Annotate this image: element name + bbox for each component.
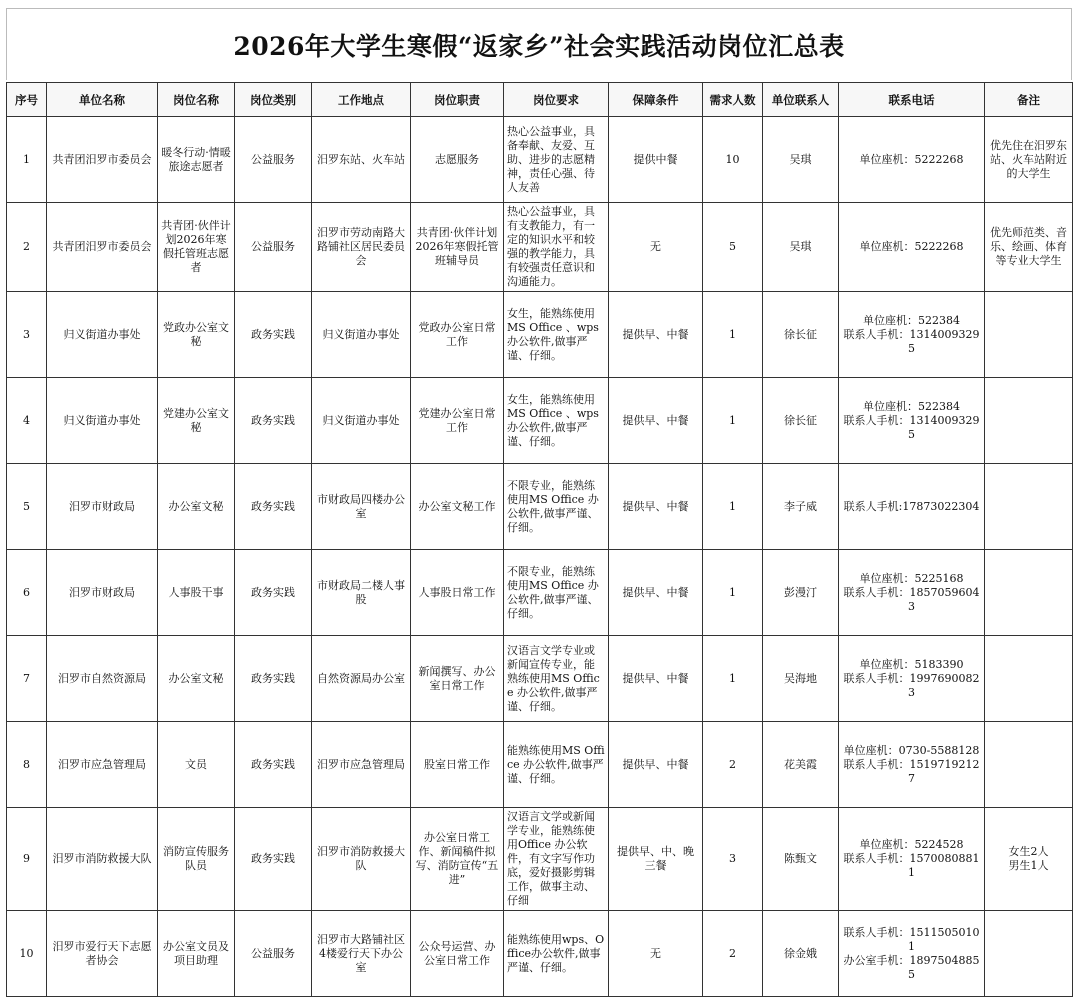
- table-row: [7, 292, 1073, 378]
- cell-cond: 提供早、中餐: [609, 636, 703, 722]
- table-body: [7, 117, 1073, 997]
- cell-unit: 共青团汨罗市委员会: [47, 203, 158, 292]
- cell-post: 共青团·伙伴计划2026年寒假托管班志愿者: [158, 203, 235, 292]
- cell-contact: 徐金娥: [763, 911, 839, 997]
- cell-seq: 2: [7, 203, 47, 292]
- cell-duty: 党政办公室日常工作: [411, 292, 504, 378]
- table-row: [7, 203, 1073, 292]
- page-title: 2026年大学生寒假“返家乡”社会实践活动岗位汇总表: [6, 8, 1072, 80]
- cell-seq: 7: [7, 636, 47, 722]
- cell-post: 人事股干事: [158, 550, 235, 636]
- cell-note: 优先师范类、音乐、绘画、体育等专业大学生: [985, 203, 1073, 292]
- cell-duty: 新闻撰写、办公室日常工作: [411, 636, 504, 722]
- cell-phone: 联系人手机：15115050101 办公室手机：18975048855: [839, 911, 985, 997]
- cell-type: 政务实践: [235, 292, 312, 378]
- positions-table: [6, 82, 1073, 997]
- cell-contact: 吴海地: [763, 636, 839, 722]
- cell-note: [985, 378, 1073, 464]
- header-note: 备注: [985, 83, 1073, 117]
- cell-req: 不限专业，能熟练使用MS Office 办公软件,做事严谨、仔细。: [504, 464, 609, 550]
- cell-duty: 志愿服务: [411, 117, 504, 203]
- cell-post: 办公室文秘: [158, 464, 235, 550]
- cell-duty: 党建办公室日常工作: [411, 378, 504, 464]
- table-row: [7, 722, 1073, 808]
- cell-num: 1: [703, 292, 763, 378]
- cell-unit: 汨罗市财政局: [47, 550, 158, 636]
- cell-cond: 提供早、中餐: [609, 464, 703, 550]
- header-place: 工作地点: [312, 83, 411, 117]
- cell-phone: 单位座机：522384 联系人手机：13140093295: [839, 378, 985, 464]
- cell-duty: 人事股日常工作: [411, 550, 504, 636]
- cell-place: 汨罗市应急管理局: [312, 722, 411, 808]
- header-req: 岗位要求: [504, 83, 609, 117]
- cell-req: 汉语言文学或新闻学专业，能熟练使用Office 办公软件，有文字写作功底，爱好摄影剪辑工作，做事主动、仔细: [504, 808, 609, 911]
- cell-phone: 单位座机：5222268: [839, 117, 985, 203]
- cell-contact: 陈甄文: [763, 808, 839, 911]
- table-row: [7, 808, 1073, 911]
- cell-post: 党建办公室文秘: [158, 378, 235, 464]
- header-row: [7, 83, 1073, 117]
- cell-phone: 单位座机：5183390 联系人手机：19976900823: [839, 636, 985, 722]
- cell-phone: 单位座机：0730-5588128 联系人手机：15197192127: [839, 722, 985, 808]
- cell-cond: 提供早、中餐: [609, 550, 703, 636]
- cell-unit: 归义街道办事处: [47, 292, 158, 378]
- cell-post: 党政办公室文秘: [158, 292, 235, 378]
- cell-type: 公益服务: [235, 117, 312, 203]
- cell-note: [985, 722, 1073, 808]
- cell-unit: 汨罗市消防救援大队: [47, 808, 158, 911]
- cell-post: 办公室文员及项目助理: [158, 911, 235, 997]
- cell-place: 市财政局二楼人事股: [312, 550, 411, 636]
- cell-num: 1: [703, 636, 763, 722]
- cell-duty: 公众号运营、办公室日常工作: [411, 911, 504, 997]
- cell-note: [985, 636, 1073, 722]
- cell-note: [985, 550, 1073, 636]
- cell-cond: 无: [609, 203, 703, 292]
- cell-num: 10: [703, 117, 763, 203]
- cell-phone: 单位座机：522384 联系人手机：13140093295: [839, 292, 985, 378]
- cell-note: [985, 911, 1073, 997]
- cell-unit: 汨罗市爱行天下志愿者协会: [47, 911, 158, 997]
- cell-req: 能熟练使用wps、Office办公软件,做事严谨、仔细。: [504, 911, 609, 997]
- cell-place: 汨罗市大路铺社区4楼爱行天下办公室: [312, 911, 411, 997]
- cell-contact: 吴琪: [763, 203, 839, 292]
- cell-contact: 李子威: [763, 464, 839, 550]
- cell-type: 政务实践: [235, 808, 312, 911]
- table-row: [7, 464, 1073, 550]
- header-seq: 序号: [7, 83, 47, 117]
- cell-place: 汨罗市消防救援大队: [312, 808, 411, 911]
- cell-unit: 汨罗市自然资源局: [47, 636, 158, 722]
- header-cond: 保障条件: [609, 83, 703, 117]
- cell-num: 2: [703, 911, 763, 997]
- cell-type: 政务实践: [235, 378, 312, 464]
- header-num: 需求人数: [703, 83, 763, 117]
- cell-num: 1: [703, 464, 763, 550]
- cell-type: 政务实践: [235, 722, 312, 808]
- table-row: [7, 550, 1073, 636]
- cell-place: 归义街道办事处: [312, 378, 411, 464]
- cell-num: 3: [703, 808, 763, 911]
- cell-contact: 吴琪: [763, 117, 839, 203]
- cell-place: 市财政局四楼办公室: [312, 464, 411, 550]
- cell-type: 政务实践: [235, 636, 312, 722]
- cell-unit: 汨罗市应急管理局: [47, 722, 158, 808]
- cell-num: 1: [703, 378, 763, 464]
- header-post: 岗位名称: [158, 83, 235, 117]
- cell-seq: 5: [7, 464, 47, 550]
- header-type: 岗位类别: [235, 83, 312, 117]
- cell-unit: 汨罗市财政局: [47, 464, 158, 550]
- header-duty: 岗位职责: [411, 83, 504, 117]
- cell-duty: 办公室文秘工作: [411, 464, 504, 550]
- cell-phone: 联系人手机:17873022304: [839, 464, 985, 550]
- cell-seq: 9: [7, 808, 47, 911]
- cell-contact: 徐长征: [763, 292, 839, 378]
- cell-contact: 徐长征: [763, 378, 839, 464]
- cell-req: 汉语言文学专业或新闻宣传专业，能熟练使用MS Office 办公软件,做事严谨、仔细。: [504, 636, 609, 722]
- cell-place: 汨罗东站、火车站: [312, 117, 411, 203]
- cell-req: 女生，能熟练使用MS Office 、wps办公软件,做事严谨、仔细。: [504, 378, 609, 464]
- cell-duty: 办公室日常工作、新闻稿件拟写、消防宣传“五进”: [411, 808, 504, 911]
- cell-seq: 3: [7, 292, 47, 378]
- cell-type: 公益服务: [235, 911, 312, 997]
- cell-seq: 10: [7, 911, 47, 997]
- cell-place: 归义街道办事处: [312, 292, 411, 378]
- cell-seq: 4: [7, 378, 47, 464]
- cell-cond: 提供中餐: [609, 117, 703, 203]
- cell-num: 1: [703, 550, 763, 636]
- cell-note: 女生2人 男生1人: [985, 808, 1073, 911]
- cell-req: 不限专业，能熟练使用MS Office 办公软件,做事严谨、仔细。: [504, 550, 609, 636]
- cell-cond: 提供早、中餐: [609, 378, 703, 464]
- table-row: [7, 378, 1073, 464]
- cell-type: 公益服务: [235, 203, 312, 292]
- cell-phone: 单位座机：5224528 联系人手机：15700808811: [839, 808, 985, 911]
- cell-note: 优先住在汨罗东站、火车站附近的大学生: [985, 117, 1073, 203]
- cell-req: 能熟练使用MS Office 办公软件,做事严谨、仔细。: [504, 722, 609, 808]
- table-row: [7, 911, 1073, 997]
- cell-phone: 单位座机：5225168 联系人手机：18570596043: [839, 550, 985, 636]
- cell-req: 女生，能熟练使用MS Office 、wps办公软件,做事严谨、仔细。: [504, 292, 609, 378]
- cell-post: 文员: [158, 722, 235, 808]
- table-row: [7, 636, 1073, 722]
- cell-note: [985, 464, 1073, 550]
- cell-type: 政务实践: [235, 550, 312, 636]
- cell-place: 汨罗市劳动南路大路铺社区居民委员会: [312, 203, 411, 292]
- cell-seq: 6: [7, 550, 47, 636]
- header-unit: 单位名称: [47, 83, 158, 117]
- cell-cond: 提供早、中餐: [609, 292, 703, 378]
- cell-contact: 彭漫汀: [763, 550, 839, 636]
- cell-seq: 8: [7, 722, 47, 808]
- header-phone: 联系电话: [839, 83, 985, 117]
- cell-seq: 1: [7, 117, 47, 203]
- header-contact: 单位联系人: [763, 83, 839, 117]
- cell-post: 暖冬行动·情暖旅途志愿者: [158, 117, 235, 203]
- cell-type: 政务实践: [235, 464, 312, 550]
- cell-place: 自然资源局办公室: [312, 636, 411, 722]
- cell-phone: 单位座机：5222268: [839, 203, 985, 292]
- table-row: [7, 117, 1073, 203]
- cell-cond: 提供早、中餐: [609, 722, 703, 808]
- cell-unit: 共青团汨罗市委员会: [47, 117, 158, 203]
- cell-post: 办公室文秘: [158, 636, 235, 722]
- cell-req: 热心公益事业，具备奉献、友爱、互助、进步的志愿精神，责任心强、待人友善: [504, 117, 609, 203]
- cell-num: 5: [703, 203, 763, 292]
- cell-unit: 归义街道办事处: [47, 378, 158, 464]
- cell-note: [985, 292, 1073, 378]
- cell-cond: 无: [609, 911, 703, 997]
- cell-req: 热心公益事业，具有支教能力，有一定的知识水平和较强的教学能力，具有较强责任意识和沟通能力。: [504, 203, 609, 292]
- cell-duty: 共青团·伙伴计划2026年寒假托管班辅导员: [411, 203, 504, 292]
- cell-contact: 花美霞: [763, 722, 839, 808]
- cell-post: 消防宣传服务队员: [158, 808, 235, 911]
- cell-num: 2: [703, 722, 763, 808]
- cell-cond: 提供早、中、晚三餐: [609, 808, 703, 911]
- cell-duty: 股室日常工作: [411, 722, 504, 808]
